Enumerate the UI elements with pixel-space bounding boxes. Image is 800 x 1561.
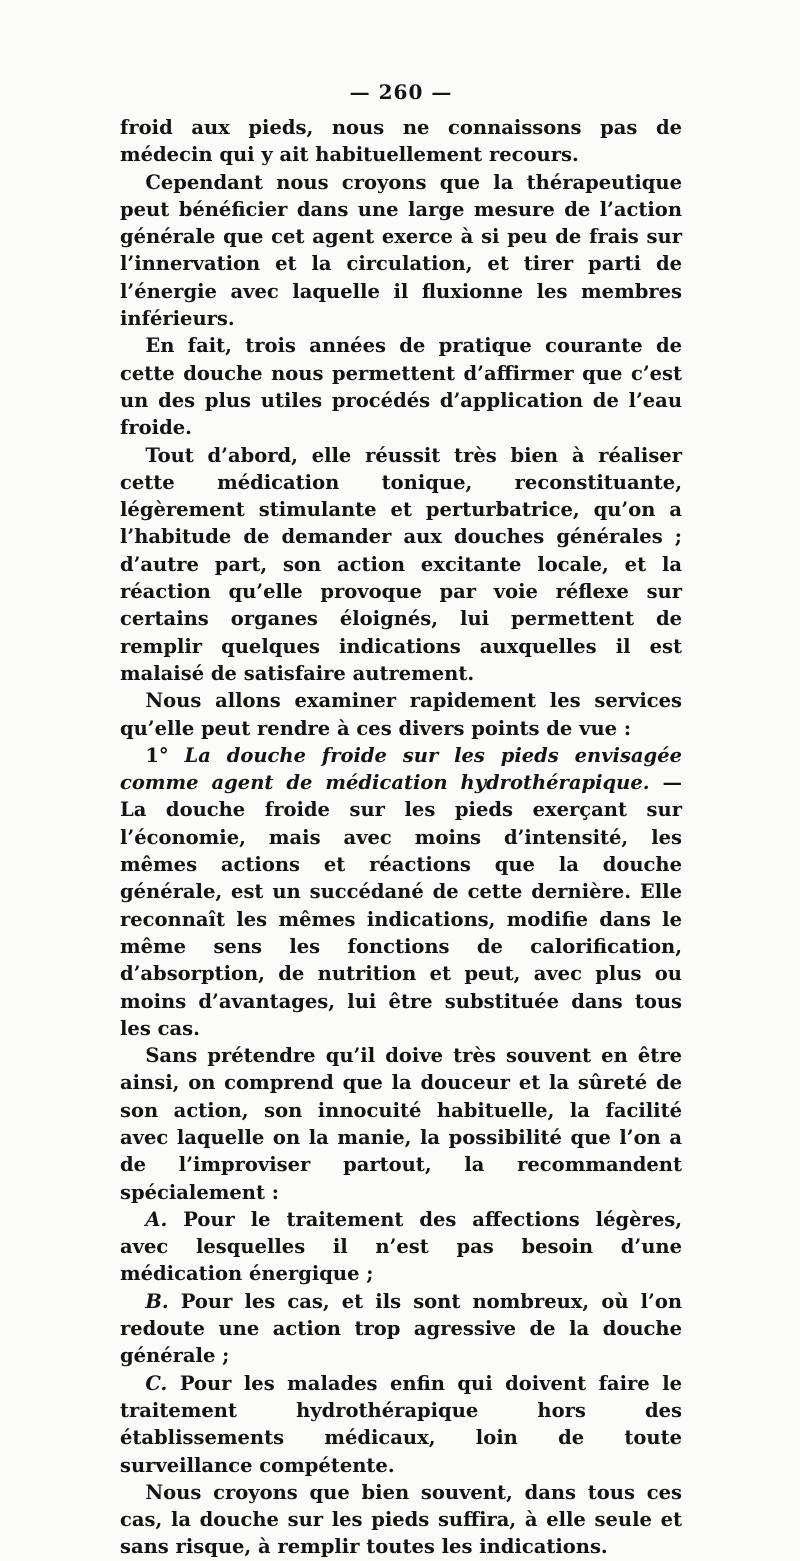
page-number: — 260 — bbox=[349, 80, 453, 104]
list-item-a bbox=[120, 1206, 682, 1288]
section-body: — La douche froide sur les pieds exerçant sur l’économie, mais avec moins d’intensité, les mêmes actions et réactions que la douche générale, est un succédané de cette dernière. Elle reconnaît les mêmes indications, modifie dans le même sens les fonctions de calorification, d’absorption, de nutrition et peut, avec plus ou moins d’avantages, lui être substituée dans tous les cas. bbox=[120, 771, 682, 1040]
list-letter: C. bbox=[145, 1371, 168, 1395]
list-text: Pour les malades enfin qui doivent faire le traitement hydrothérapique hors des établissements médicaux, loin de toute surveillance compétente. bbox=[120, 1371, 683, 1477]
body-text bbox=[120, 114, 682, 1561]
list-letter: B. bbox=[145, 1289, 169, 1313]
paragraph: Cependant nous croyons que la thérapeutique peut bénéficier dans une large mesure de l’action générale que cet agent exerce à si peu de frais sur l’innervation et la circulation, et tirer parti de l’énergie avec laquelle il fluxionne les membres inférieurs. bbox=[120, 170, 682, 331]
section-paragraph bbox=[120, 742, 682, 1042]
paragraph: En fait, trois années de pratique courante de cette douche nous permettent d’affirmer que c’est un des plus utiles procédés d’application de l’eau froide. bbox=[120, 334, 682, 440]
list-letter: A. bbox=[145, 1207, 168, 1231]
list-item-b bbox=[120, 1288, 682, 1370]
section-title: La douche froide sur les pieds envisagée comme agent de médication hydrothérapique. bbox=[120, 743, 683, 795]
paragraph: Nous allons examiner rapidement les services qu’elle peut rendre à ces divers points de vue : bbox=[120, 689, 682, 740]
section-number: 1° bbox=[145, 743, 169, 767]
list-text: Pour le traitement des affections légères, avec lesquelles il n’est pas besoin d’une médication énergique ; bbox=[120, 1207, 682, 1286]
paragraph: Tout d’abord, elle réussit très bien à réaliser cette médication tonique, reconstituante, légèrement stimulante et perturbatrice, qu’on a l’habitude de demander aux douches générales ; d’autre part, son action excitante locale, et la réaction qu’elle provoque par voie réflexe sur certains organes éloignés, lui permettent de remplir quelques indications auxquelles il est malaisé de satisfaire autrement. bbox=[120, 443, 682, 685]
paragraph-continuation: froid aux pieds, nous ne connaissons pas de médecin qui y ait habituellement recours. bbox=[120, 116, 682, 167]
list-text: Pour les cas, et ils sont nombreux, où l’on redoute une action trop agressive de la douche générale ; bbox=[120, 1289, 683, 1368]
list-item-c bbox=[120, 1370, 682, 1479]
paragraph: Sans prétendre qu’il doive très souvent en être ainsi, on comprend que la douceur et la sûreté de son action, son innocuité habituelle, la facilité avec laquelle on la manie, la possibilité que l’on a de l’improviser partout, la recommandent spécialement : bbox=[120, 1044, 682, 1204]
paragraph: Nous croyons que bien souvent, dans tous ces cas, la douche sur les pieds suffira, à elle seule et sans risque, à remplir toutes les indications. bbox=[120, 1480, 682, 1559]
